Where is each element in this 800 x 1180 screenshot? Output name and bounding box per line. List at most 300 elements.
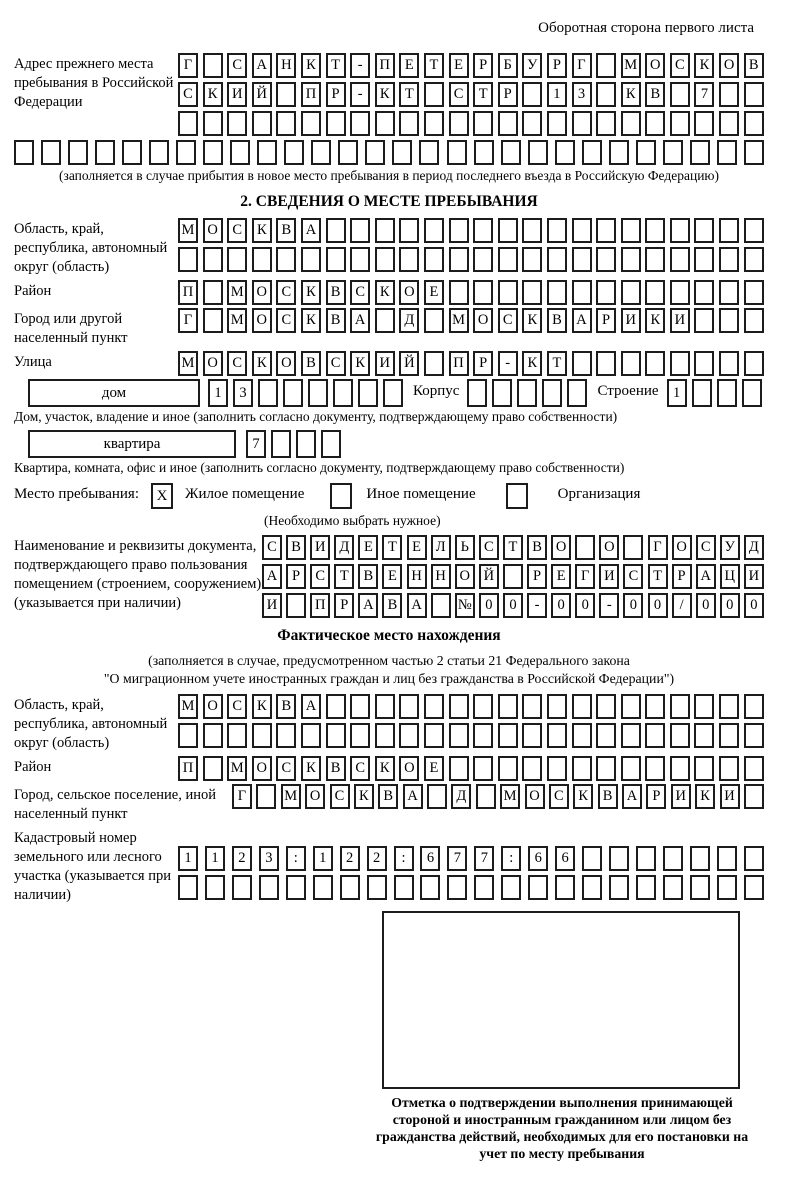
char-cell[interactable] (719, 280, 739, 305)
char-cell[interactable] (694, 694, 714, 719)
char-cell[interactable] (694, 723, 714, 748)
char-cell[interactable] (522, 218, 542, 243)
char-cell[interactable] (227, 247, 247, 272)
char-cell[interactable]: Т (424, 53, 444, 78)
char-cell[interactable]: К (375, 280, 395, 305)
char-cell[interactable] (719, 694, 739, 719)
char-cell[interactable] (522, 280, 542, 305)
char-cell[interactable] (596, 247, 616, 272)
char-cell[interactable]: М (621, 53, 641, 78)
char-cell[interactable] (621, 247, 641, 272)
char-cell[interactable]: А (696, 564, 716, 589)
char-cell[interactable] (582, 875, 602, 900)
char-cell[interactable] (252, 247, 272, 272)
char-cell[interactable]: В (276, 218, 296, 243)
char-cell[interactable]: Т (473, 82, 493, 107)
char-cell[interactable] (719, 723, 739, 748)
char-cell[interactable] (547, 218, 567, 243)
char-cell[interactable]: С (549, 784, 569, 809)
stay-type-checkbox-residential[interactable]: X (151, 483, 173, 509)
char-cell[interactable] (572, 756, 592, 781)
char-cell[interactable]: И (720, 784, 740, 809)
char-cell[interactable] (621, 280, 641, 305)
char-cell[interactable] (645, 280, 665, 305)
char-cell[interactable] (694, 280, 714, 305)
char-cell[interactable] (284, 140, 304, 165)
char-cell[interactable] (449, 694, 469, 719)
char-cell[interactable]: Д (334, 535, 354, 560)
char-cell[interactable] (399, 694, 419, 719)
char-cell[interactable]: Е (407, 535, 427, 560)
char-cell[interactable]: 1 (178, 846, 198, 871)
char-cell[interactable]: С (227, 53, 247, 78)
char-cell[interactable] (473, 280, 493, 305)
char-cell[interactable] (670, 694, 690, 719)
char-cell[interactable] (203, 308, 223, 333)
char-cell[interactable] (473, 218, 493, 243)
char-cell[interactable]: О (551, 535, 571, 560)
char-cell[interactable]: О (276, 351, 296, 376)
char-cell[interactable]: 7 (694, 82, 714, 107)
char-cell[interactable]: - (498, 351, 518, 376)
char-cell[interactable] (424, 82, 444, 107)
char-cell[interactable] (473, 723, 493, 748)
char-cell[interactable]: А (622, 784, 642, 809)
char-cell[interactable]: М (178, 694, 198, 719)
char-cell[interactable] (596, 694, 616, 719)
char-cell[interactable]: 2 (340, 846, 360, 871)
char-cell[interactable] (350, 218, 370, 243)
char-cell[interactable] (609, 875, 629, 900)
char-cell[interactable]: К (694, 53, 714, 78)
char-cell[interactable]: И (262, 593, 282, 618)
char-cell[interactable]: И (671, 784, 691, 809)
char-cell[interactable] (203, 756, 223, 781)
char-cell[interactable]: С (479, 535, 499, 560)
char-cell[interactable]: Д (744, 535, 764, 560)
char-cell[interactable] (367, 875, 387, 900)
char-cell[interactable]: 0 (575, 593, 595, 618)
char-cell[interactable] (719, 111, 739, 136)
char-cell[interactable] (394, 875, 414, 900)
char-cell[interactable]: Д (399, 308, 419, 333)
char-cell[interactable] (572, 351, 592, 376)
char-cell[interactable]: : (394, 846, 414, 871)
char-cell[interactable]: В (358, 564, 378, 589)
char-cell[interactable]: О (645, 53, 665, 78)
char-cell[interactable]: 0 (503, 593, 523, 618)
char-cell[interactable]: Е (358, 535, 378, 560)
char-cell[interactable] (572, 723, 592, 748)
char-cell[interactable] (399, 247, 419, 272)
char-cell[interactable]: Р (672, 564, 692, 589)
char-cell[interactable]: - (599, 593, 619, 618)
char-cell[interactable] (744, 308, 764, 333)
char-cell[interactable]: С (670, 53, 690, 78)
char-cell[interactable]: 7 (246, 430, 266, 458)
char-cell[interactable] (178, 111, 198, 136)
char-cell[interactable] (645, 247, 665, 272)
char-cell[interactable] (492, 379, 512, 407)
char-cell[interactable] (744, 82, 764, 107)
char-cell[interactable] (258, 379, 278, 407)
char-cell[interactable]: 0 (720, 593, 740, 618)
char-cell[interactable]: В (326, 280, 346, 305)
char-cell[interactable] (522, 694, 542, 719)
char-cell[interactable] (375, 308, 395, 333)
char-cell[interactable]: Н (276, 53, 296, 78)
char-cell[interactable]: С (326, 351, 346, 376)
char-cell[interactable]: Ь (455, 535, 475, 560)
char-cell[interactable] (694, 247, 714, 272)
char-cell[interactable] (203, 247, 223, 272)
char-cell[interactable]: 7 (474, 846, 494, 871)
char-cell[interactable]: П (310, 593, 330, 618)
char-cell[interactable] (744, 875, 764, 900)
char-cell[interactable]: И (227, 82, 247, 107)
char-cell[interactable]: Р (286, 564, 306, 589)
char-cell[interactable] (447, 875, 467, 900)
char-cell[interactable] (742, 379, 762, 407)
char-cell[interactable] (744, 846, 764, 871)
char-cell[interactable]: Е (424, 280, 444, 305)
char-cell[interactable]: И (310, 535, 330, 560)
char-cell[interactable]: Т (547, 351, 567, 376)
char-cell[interactable] (399, 111, 419, 136)
char-cell[interactable] (719, 308, 739, 333)
char-cell[interactable]: В (547, 308, 567, 333)
char-cell[interactable]: Н (407, 564, 427, 589)
char-cell[interactable] (596, 218, 616, 243)
char-cell[interactable]: О (455, 564, 475, 589)
char-cell[interactable] (338, 140, 358, 165)
char-cell[interactable] (68, 140, 88, 165)
char-cell[interactable] (178, 247, 198, 272)
char-cell[interactable] (149, 140, 169, 165)
char-cell[interactable] (375, 694, 395, 719)
char-cell[interactable]: П (178, 756, 198, 781)
char-cell[interactable] (572, 280, 592, 305)
char-cell[interactable] (326, 694, 346, 719)
char-cell[interactable]: О (672, 535, 692, 560)
char-cell[interactable]: / (672, 593, 692, 618)
char-cell[interactable] (522, 82, 542, 107)
char-cell[interactable] (449, 756, 469, 781)
char-cell[interactable] (447, 140, 467, 165)
char-cell[interactable] (95, 140, 115, 165)
char-cell[interactable] (621, 218, 641, 243)
char-cell[interactable]: С (696, 535, 716, 560)
char-cell[interactable]: 0 (744, 593, 764, 618)
char-cell[interactable] (257, 140, 277, 165)
char-cell[interactable] (326, 111, 346, 136)
char-cell[interactable] (375, 218, 395, 243)
char-cell[interactable] (528, 140, 548, 165)
char-cell[interactable] (205, 875, 225, 900)
char-cell[interactable] (596, 82, 616, 107)
char-cell[interactable] (690, 875, 710, 900)
char-cell[interactable] (326, 247, 346, 272)
char-cell[interactable] (498, 723, 518, 748)
char-cell[interactable]: Г (178, 53, 198, 78)
char-cell[interactable] (609, 846, 629, 871)
char-cell[interactable] (424, 218, 444, 243)
char-cell[interactable]: О (399, 756, 419, 781)
char-cell[interactable]: О (525, 784, 545, 809)
char-cell[interactable] (719, 218, 739, 243)
char-cell[interactable] (375, 247, 395, 272)
char-cell[interactable] (313, 875, 333, 900)
stay-type-checkbox-other-premises[interactable] (330, 483, 352, 509)
char-cell[interactable]: Л (431, 535, 451, 560)
char-cell[interactable]: С (262, 535, 282, 560)
char-cell[interactable]: К (573, 784, 593, 809)
char-cell[interactable]: - (350, 82, 370, 107)
char-cell[interactable] (555, 875, 575, 900)
char-cell[interactable] (517, 379, 537, 407)
char-cell[interactable] (596, 756, 616, 781)
char-cell[interactable] (645, 694, 665, 719)
char-cell[interactable] (645, 756, 665, 781)
char-cell[interactable] (276, 247, 296, 272)
char-cell[interactable] (567, 379, 587, 407)
char-cell[interactable] (528, 875, 548, 900)
char-cell[interactable] (744, 723, 764, 748)
char-cell[interactable] (301, 247, 321, 272)
char-cell[interactable]: 6 (555, 846, 575, 871)
char-cell[interactable]: И (621, 308, 641, 333)
char-cell[interactable]: Р (527, 564, 547, 589)
char-cell[interactable]: О (203, 694, 223, 719)
char-cell[interactable]: 1 (208, 379, 228, 407)
char-cell[interactable] (358, 379, 378, 407)
char-cell[interactable] (744, 218, 764, 243)
char-cell[interactable]: В (326, 756, 346, 781)
char-cell[interactable] (424, 247, 444, 272)
char-cell[interactable]: Р (547, 53, 567, 78)
char-cell[interactable]: К (522, 308, 542, 333)
char-cell[interactable]: Е (399, 53, 419, 78)
char-cell[interactable] (301, 723, 321, 748)
char-cell[interactable] (424, 308, 444, 333)
char-cell[interactable]: Т (648, 564, 668, 589)
char-cell[interactable] (498, 756, 518, 781)
char-cell[interactable] (596, 53, 616, 78)
char-cell[interactable]: М (227, 308, 247, 333)
char-cell[interactable]: К (375, 756, 395, 781)
char-cell[interactable] (350, 694, 370, 719)
char-cell[interactable] (498, 111, 518, 136)
char-cell[interactable] (350, 111, 370, 136)
char-cell[interactable] (645, 351, 665, 376)
char-cell[interactable] (256, 784, 276, 809)
char-cell[interactable]: С (227, 694, 247, 719)
char-cell[interactable] (473, 111, 493, 136)
char-cell[interactable] (636, 846, 656, 871)
char-cell[interactable]: Г (178, 308, 198, 333)
char-cell[interactable] (350, 723, 370, 748)
char-cell[interactable]: Н (431, 564, 451, 589)
char-cell[interactable] (178, 723, 198, 748)
char-cell[interactable] (203, 723, 223, 748)
char-cell[interactable]: П (375, 53, 395, 78)
char-cell[interactable] (427, 784, 447, 809)
char-cell[interactable] (572, 111, 592, 136)
char-cell[interactable] (424, 351, 444, 376)
char-cell[interactable]: О (252, 756, 272, 781)
char-cell[interactable]: К (301, 53, 321, 78)
char-cell[interactable] (717, 846, 737, 871)
char-cell[interactable] (431, 593, 451, 618)
char-cell[interactable] (392, 140, 412, 165)
char-cell[interactable] (670, 82, 690, 107)
char-cell[interactable]: А (358, 593, 378, 618)
char-cell[interactable] (227, 723, 247, 748)
char-cell[interactable] (719, 247, 739, 272)
char-cell[interactable]: Т (503, 535, 523, 560)
char-cell[interactable]: М (178, 218, 198, 243)
char-cell[interactable] (744, 351, 764, 376)
char-cell[interactable] (203, 140, 223, 165)
char-cell[interactable]: К (301, 308, 321, 333)
char-cell[interactable] (419, 140, 439, 165)
char-cell[interactable]: О (599, 535, 619, 560)
char-cell[interactable] (719, 82, 739, 107)
char-cell[interactable] (717, 379, 737, 407)
char-cell[interactable] (670, 111, 690, 136)
char-cell[interactable] (670, 247, 690, 272)
char-cell[interactable]: К (301, 280, 321, 305)
char-cell[interactable] (276, 82, 296, 107)
char-cell[interactable] (230, 140, 250, 165)
char-cell[interactable]: Т (326, 53, 346, 78)
char-cell[interactable] (636, 875, 656, 900)
char-cell[interactable] (424, 111, 444, 136)
char-cell[interactable] (694, 351, 714, 376)
char-cell[interactable]: С (276, 308, 296, 333)
char-cell[interactable] (663, 140, 683, 165)
char-cell[interactable]: С (330, 784, 350, 809)
char-cell[interactable]: П (178, 280, 198, 305)
char-cell[interactable] (547, 694, 567, 719)
char-cell[interactable] (744, 694, 764, 719)
char-cell[interactable] (621, 723, 641, 748)
char-cell[interactable] (296, 430, 316, 458)
char-cell[interactable] (621, 756, 641, 781)
char-cell[interactable] (203, 53, 223, 78)
char-cell[interactable]: 6 (420, 846, 440, 871)
char-cell[interactable]: С (310, 564, 330, 589)
char-cell[interactable]: Т (399, 82, 419, 107)
char-cell[interactable] (375, 723, 395, 748)
char-cell[interactable] (326, 723, 346, 748)
char-cell[interactable] (572, 218, 592, 243)
char-cell[interactable] (286, 593, 306, 618)
char-cell[interactable] (473, 247, 493, 272)
char-cell[interactable] (744, 784, 764, 809)
char-cell[interactable] (744, 756, 764, 781)
char-cell[interactable]: Р (326, 82, 346, 107)
char-cell[interactable] (645, 218, 665, 243)
char-cell[interactable] (41, 140, 61, 165)
char-cell[interactable]: Й (399, 351, 419, 376)
char-cell[interactable] (424, 723, 444, 748)
char-cell[interactable]: И (599, 564, 619, 589)
char-cell[interactable]: А (572, 308, 592, 333)
char-cell[interactable] (694, 218, 714, 243)
char-cell[interactable] (474, 140, 494, 165)
char-cell[interactable] (555, 140, 575, 165)
char-cell[interactable]: О (473, 308, 493, 333)
char-cell[interactable] (203, 111, 223, 136)
char-cell[interactable]: Р (498, 82, 518, 107)
char-cell[interactable]: У (522, 53, 542, 78)
char-cell[interactable]: С (276, 756, 296, 781)
char-cell[interactable] (203, 280, 223, 305)
char-cell[interactable]: С (350, 756, 370, 781)
char-cell[interactable] (178, 875, 198, 900)
char-cell[interactable]: - (350, 53, 370, 78)
char-cell[interactable]: А (403, 784, 423, 809)
char-cell[interactable] (547, 247, 567, 272)
char-cell[interactable]: - (527, 593, 547, 618)
char-cell[interactable]: М (500, 784, 520, 809)
char-cell[interactable] (449, 723, 469, 748)
char-cell[interactable]: С (178, 82, 198, 107)
char-cell[interactable]: 3 (233, 379, 253, 407)
char-cell[interactable] (690, 140, 710, 165)
char-cell[interactable]: В (598, 784, 618, 809)
char-cell[interactable]: О (719, 53, 739, 78)
char-cell[interactable]: Д (451, 784, 471, 809)
char-cell[interactable]: П (301, 82, 321, 107)
char-cell[interactable] (645, 723, 665, 748)
char-cell[interactable]: К (354, 784, 374, 809)
char-cell[interactable] (719, 756, 739, 781)
char-cell[interactable]: 7 (447, 846, 467, 871)
char-cell[interactable] (575, 535, 595, 560)
char-cell[interactable] (694, 111, 714, 136)
char-cell[interactable] (670, 218, 690, 243)
char-cell[interactable] (744, 247, 764, 272)
char-cell[interactable]: К (203, 82, 223, 107)
char-cell[interactable]: Е (382, 564, 402, 589)
char-cell[interactable] (670, 351, 690, 376)
char-cell[interactable] (621, 111, 641, 136)
char-cell[interactable] (542, 379, 562, 407)
char-cell[interactable] (670, 280, 690, 305)
char-cell[interactable] (719, 351, 739, 376)
char-cell[interactable] (572, 247, 592, 272)
char-cell[interactable] (420, 875, 440, 900)
char-cell[interactable] (572, 694, 592, 719)
char-cell[interactable] (311, 140, 331, 165)
char-cell[interactable]: В (276, 694, 296, 719)
char-cell[interactable]: 0 (479, 593, 499, 618)
char-cell[interactable]: О (252, 280, 272, 305)
char-cell[interactable] (498, 247, 518, 272)
char-cell[interactable] (365, 140, 385, 165)
char-cell[interactable]: С (276, 280, 296, 305)
char-cell[interactable] (547, 756, 567, 781)
char-cell[interactable] (375, 111, 395, 136)
char-cell[interactable] (424, 694, 444, 719)
stay-type-checkbox-organization[interactable] (506, 483, 528, 509)
char-cell[interactable] (252, 723, 272, 748)
char-cell[interactable] (259, 875, 279, 900)
char-cell[interactable] (596, 111, 616, 136)
char-cell[interactable]: В (744, 53, 764, 78)
